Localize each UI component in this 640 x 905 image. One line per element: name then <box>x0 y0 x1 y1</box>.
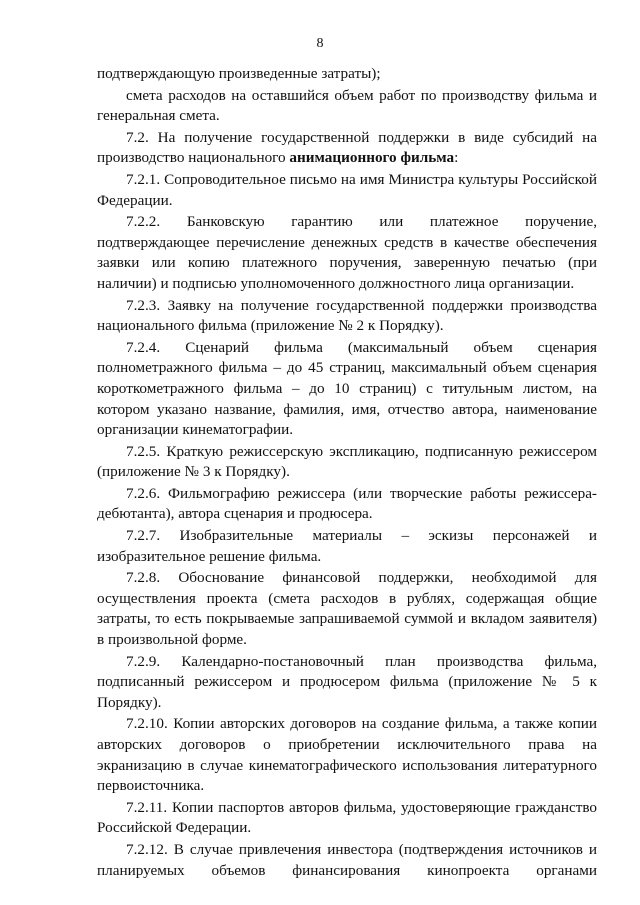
paragraph-7-2-5: 7.2.5. Краткую режиссерскую экспликацию, подписанную режиссером (приложение № 3 к Порядку). <box>97 442 597 481</box>
paragraph-7-2-4: 7.2.4. Сценарий фильма (максимальный объем сценария полнометражного фильма – до 45 страниц, максимальный объем сценария короткометражного фильма – до 10 страниц) с титульным листом, на котором указано название, фамилия, имя, отчество автора, наименование организации кинематографии. <box>97 338 597 439</box>
paragraph-7-2-text: 7.2. На получение государственной поддержки в виде субсидий на производство национального <box>97 128 597 167</box>
document-body <box>97 64 597 882</box>
page-number: 8 <box>316 36 324 51</box>
paragraph-7-2-1: 7.2.1. Сопроводительное письмо на имя Министра культуры Российской Федерации. <box>97 170 597 209</box>
paragraph-7-2-11: 7.2.11. Копии паспортов авторов фильма, удостоверяющие гражданство Российской Федерации. <box>97 798 597 837</box>
paragraph-7-2-2: 7.2.2. Банковскую гарантию или платежное поручение, подтверждающее перечисление денежных средств в качестве обеспечения заявки или копию платежного поручения, заверенную печатью (при наличии) и подписью уполномоченного должностного лица организации. <box>97 213 597 292</box>
paragraph-7-2-7: 7.2.7. Изобразительные материалы – эскизы персонажей и изобразительное решение фильма. <box>97 527 597 565</box>
paragraph-7-2-8: 7.2.8. Обоснование финансовой поддержки, необходимой для осуществления проекта (смета расходов в рублях, содержащая общие затраты, то есть покрываемые запрашиваемой суммой и вкладом заявителя) в произвольной форме. <box>97 569 597 649</box>
paragraph-7-2-9: 7.2.9. Календарно-постановочный план производства фильма, подписанный режиссером и продюсером фильма (приложение № 5 к Порядку). <box>97 652 597 711</box>
paragraph-7-2 <box>97 128 597 169</box>
paragraph-7-2-10: 7.2.10. Копии авторских договоров на создание фильма, а также копии авторских договоров о приобретении исключительного права на экранизацию в случае кинематографического использования литературного первоисточника. <box>97 715 597 795</box>
paragraph-7-2-colon: : <box>454 149 459 167</box>
paragraph-7-2-3: 7.2.3. Заявку на получение государственной поддержки производства национального фильма (приложение № 2 к Порядку). <box>97 296 597 335</box>
paragraph-7-2-emphasis: анимационного фильма <box>289 149 455 167</box>
paragraph-7-2-12: 7.2.12. В случае привлечения инвестора (подтверждения источников и планируемых объемов финансирования кинопроекта органами <box>97 840 597 879</box>
paragraph-7-2-6: 7.2.6. Фильмографию режиссера (или творческие работы режиссера-дебютанта), автора сценария и продюсера. <box>97 484 597 523</box>
paragraph-estimate: смета расходов на оставшийся объем работ по производству фильма и генеральная смета. <box>97 86 597 125</box>
paragraph-continuation: подтверждающую произведенные затраты); <box>97 65 381 82</box>
